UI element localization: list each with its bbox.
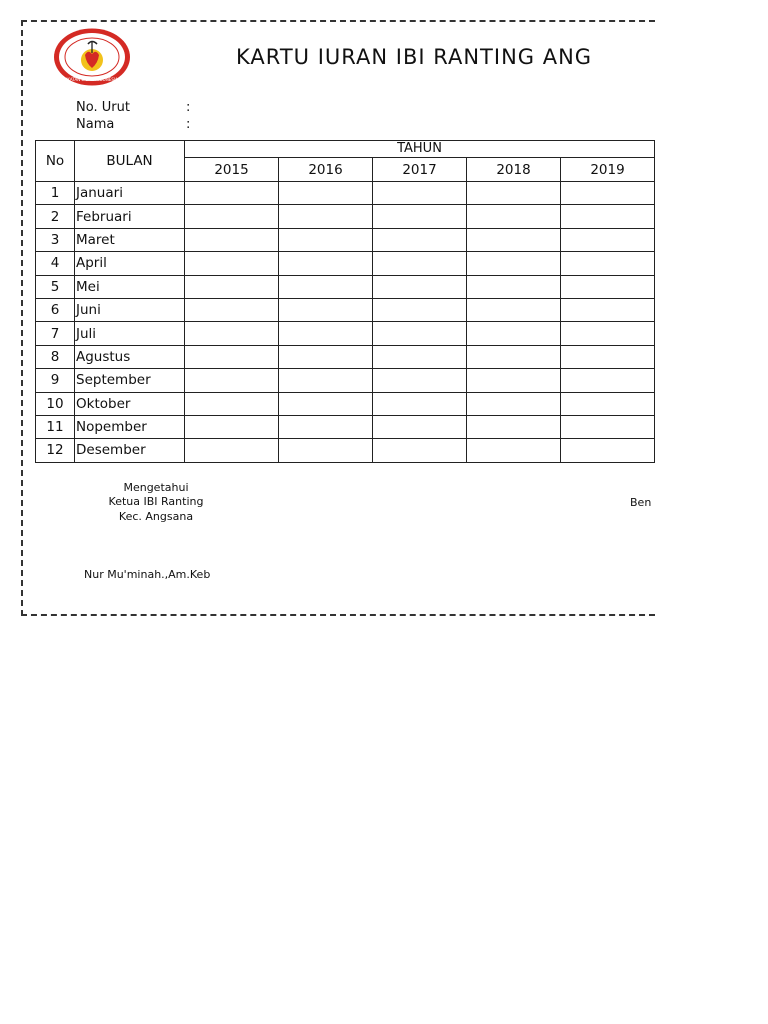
dues-cell[interactable]: [561, 322, 655, 345]
row-month: Juli: [75, 322, 185, 345]
dues-cell[interactable]: [185, 322, 279, 345]
nama-label: Nama: [76, 117, 115, 132]
no-urut-label: No. Urut: [76, 100, 130, 115]
table-row: [36, 439, 655, 462]
dues-cell[interactable]: [185, 228, 279, 251]
header-year-2015: 2015: [185, 158, 279, 182]
dues-cell[interactable]: [561, 252, 655, 275]
dues-cell[interactable]: [373, 205, 467, 228]
dues-cell[interactable]: [185, 252, 279, 275]
table-row: [36, 275, 655, 298]
dues-cell[interactable]: [561, 275, 655, 298]
table-row: [36, 182, 655, 205]
dues-cell[interactable]: [467, 392, 561, 415]
dues-cell[interactable]: [373, 345, 467, 368]
row-number: 12: [36, 439, 75, 462]
signature-name: Nur Mu'minah.,Am.Keb: [84, 568, 211, 581]
dues-cell[interactable]: [467, 275, 561, 298]
dues-cell[interactable]: [561, 205, 655, 228]
header-year-2017: 2017: [373, 158, 467, 182]
card-border-top: [21, 20, 655, 22]
dues-cell[interactable]: [185, 205, 279, 228]
row-number: 1: [36, 182, 75, 205]
header-tahun: TAHUN: [185, 141, 655, 158]
row-number: 2: [36, 205, 75, 228]
table-row: [36, 205, 655, 228]
dues-cell[interactable]: [185, 298, 279, 321]
signature-line-2: Ketua IBI Ranting: [108, 495, 204, 508]
dues-cell[interactable]: [373, 439, 467, 462]
dues-cell[interactable]: [561, 228, 655, 251]
dues-cell[interactable]: [279, 298, 373, 321]
row-month: April: [75, 252, 185, 275]
dues-cell[interactable]: [467, 345, 561, 368]
row-month: Maret: [75, 228, 185, 251]
dues-table: [35, 140, 655, 463]
dues-cell[interactable]: [373, 228, 467, 251]
dues-cell[interactable]: [561, 392, 655, 415]
card-border-left: [21, 20, 23, 616]
row-month: September: [75, 369, 185, 392]
row-month: Mei: [75, 275, 185, 298]
row-number: 10: [36, 392, 75, 415]
dues-cell[interactable]: [467, 252, 561, 275]
dues-cell[interactable]: [467, 228, 561, 251]
row-number: 3: [36, 228, 75, 251]
header-year-2018: 2018: [467, 158, 561, 182]
dues-cell[interactable]: [373, 182, 467, 205]
dues-cell[interactable]: [185, 439, 279, 462]
table-row: [36, 369, 655, 392]
table-row: [36, 392, 655, 415]
row-month: Nopember: [75, 415, 185, 438]
dues-cell[interactable]: [467, 369, 561, 392]
dues-cell[interactable]: [185, 275, 279, 298]
dues-cell[interactable]: [467, 205, 561, 228]
row-number: 9: [36, 369, 75, 392]
row-month: Januari: [75, 182, 185, 205]
dues-cell[interactable]: [467, 439, 561, 462]
row-number: 4: [36, 252, 75, 275]
dues-cell[interactable]: [373, 392, 467, 415]
dues-cell[interactable]: [279, 275, 373, 298]
dues-cell[interactable]: [561, 345, 655, 368]
dues-cell[interactable]: [185, 345, 279, 368]
signature-line-3: Kec. Angsana: [118, 510, 194, 523]
no-urut-colon: :: [186, 100, 191, 115]
dues-cell[interactable]: [279, 228, 373, 251]
header-year-2019: 2019: [561, 158, 655, 182]
dues-cell[interactable]: [373, 415, 467, 438]
dues-cell[interactable]: [373, 369, 467, 392]
row-month: Agustus: [75, 345, 185, 368]
table-row: [36, 415, 655, 438]
dues-cell[interactable]: [373, 275, 467, 298]
dues-cell[interactable]: [279, 415, 373, 438]
row-month: Oktober: [75, 392, 185, 415]
dues-cell[interactable]: [185, 369, 279, 392]
dues-cell[interactable]: [561, 369, 655, 392]
svg-text:IKATAN BIDAN INDONESIA: IKATAN BIDAN INDONESIA: [66, 77, 118, 82]
table-row: [36, 228, 655, 251]
table-row: [36, 322, 655, 345]
dues-cell[interactable]: [561, 439, 655, 462]
nama-colon: :: [186, 117, 191, 132]
dues-cell[interactable]: [185, 392, 279, 415]
dues-cell[interactable]: [279, 322, 373, 345]
row-number: 11: [36, 415, 75, 438]
table-row: [36, 252, 655, 275]
dues-cell[interactable]: [279, 439, 373, 462]
row-month: Desember: [75, 439, 185, 462]
dues-cell[interactable]: [467, 298, 561, 321]
dues-cell[interactable]: [561, 182, 655, 205]
right-signature-text: Ben: [630, 496, 652, 509]
table-row: [36, 345, 655, 368]
dues-cell[interactable]: [279, 345, 373, 368]
card-border-bottom: [21, 614, 655, 616]
dues-cell[interactable]: [279, 205, 373, 228]
signature-line-1: Mengetahui: [123, 481, 189, 494]
dues-cell[interactable]: [467, 415, 561, 438]
dues-cell[interactable]: [373, 322, 467, 345]
dues-cell[interactable]: [279, 392, 373, 415]
dues-cell[interactable]: [373, 298, 467, 321]
row-month: Februari: [75, 205, 185, 228]
dues-cell[interactable]: [467, 182, 561, 205]
dues-cell[interactable]: [279, 182, 373, 205]
dues-cell[interactable]: [279, 369, 373, 392]
dues-cell[interactable]: [561, 298, 655, 321]
dues-cell[interactable]: [373, 252, 467, 275]
card-title: KARTU IURAN IBI RANTING ANG: [236, 45, 593, 69]
dues-cell[interactable]: [561, 415, 655, 438]
dues-cell[interactable]: [467, 322, 561, 345]
header-year-2016: 2016: [279, 158, 373, 182]
table-row: [36, 298, 655, 321]
dues-table-wrapper: [35, 140, 655, 466]
row-month: Juni: [75, 298, 185, 321]
dues-cell[interactable]: [185, 182, 279, 205]
row-number: 6: [36, 298, 75, 321]
ibi-logo-icon: [52, 27, 132, 87]
header-no: No: [36, 141, 75, 182]
row-number: 8: [36, 345, 75, 368]
row-number: 5: [36, 275, 75, 298]
header-bulan: BULAN: [75, 141, 185, 182]
dues-cell[interactable]: [185, 415, 279, 438]
dues-cell[interactable]: [279, 252, 373, 275]
row-number: 7: [36, 322, 75, 345]
